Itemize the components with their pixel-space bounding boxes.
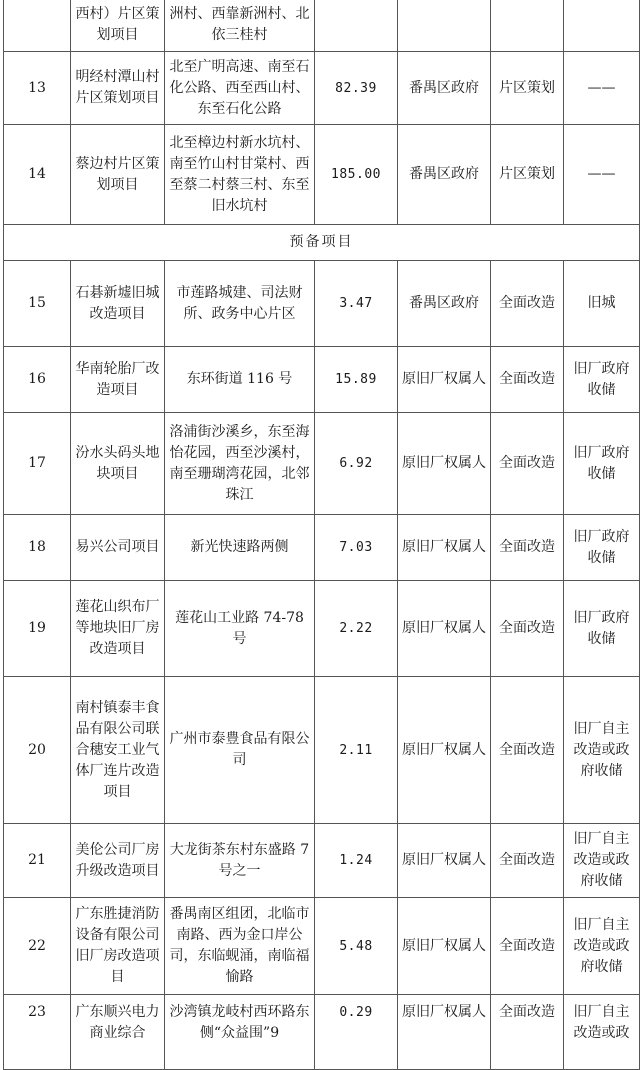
row-number: 22 [4, 898, 71, 995]
implementation-subject: 原旧厂权属人 [398, 347, 491, 413]
project-area: 1.24 [315, 824, 398, 898]
row-number: 14 [4, 125, 71, 225]
remark: 旧厂政府收储 [564, 413, 640, 515]
remark: 旧城 [564, 261, 640, 347]
table-row [4, 824, 640, 898]
remark: 旧厂自主改造或政府收储 [564, 677, 640, 824]
project-location: 莲花山工业路 74-78 号 [165, 581, 315, 677]
row-number: 18 [4, 515, 71, 581]
row-number: 17 [4, 413, 71, 515]
renovation-mode: 全面改造 [491, 261, 564, 347]
remark: —— [564, 125, 640, 225]
renovation-mode: 全面改造 [491, 898, 564, 995]
project-area: 185.00 [315, 125, 398, 225]
project-area: 3.47 [315, 261, 398, 347]
project-name: 广东胜捷消防设备有限公司旧厂房改造项目 [71, 898, 165, 995]
project-name: 莲花山织布厂等地块旧厂房改造项目 [71, 581, 165, 677]
project-name: 石碁新墟旧城改造项目 [71, 261, 165, 347]
table-row [4, 0, 640, 52]
remark: 旧厂政府收储 [564, 581, 640, 677]
project-location: 广州市泰豊食品有限公司 [165, 677, 315, 824]
row-number: 15 [4, 261, 71, 347]
project-area: 7.03 [315, 515, 398, 581]
implementation-subject: 原旧厂权属人 [398, 515, 491, 581]
renovation-mode: 全面改造 [491, 581, 564, 677]
project-location: 北至樟边村新水坑村、南至竹山村甘棠村、西至蔡二村蔡三村、东至旧水坑村 [165, 125, 315, 225]
table-row [4, 898, 640, 995]
remark [564, 0, 640, 52]
table-row [4, 52, 640, 125]
project-name: 华南轮胎厂改造项目 [71, 347, 165, 413]
renovation-mode: 全面改造 [491, 995, 564, 1070]
project-table [3, 0, 640, 1070]
table-row [4, 347, 640, 413]
project-area: 2.11 [315, 677, 398, 824]
table-row [4, 413, 640, 515]
table-row [4, 261, 640, 347]
project-location: 市莲路城建、司法财所、政务中心片区 [165, 261, 315, 347]
renovation-mode: 全面改造 [491, 824, 564, 898]
implementation-subject: 番禺区政府 [398, 125, 491, 225]
row-number: 23 [4, 995, 71, 1070]
project-location: 番禺南区组团，北临市南路、西为金口岸公司，东临蚬涌，南临福愉路 [165, 898, 315, 995]
project-name: 南村镇泰丰食品有限公司联合穗安工业气体厂连片改造项目 [71, 677, 165, 824]
remark: 旧厂自主改造或政府收储 [564, 824, 640, 898]
project-name: 广东顺兴电力商业综合 [71, 995, 165, 1070]
section-row [4, 225, 640, 261]
renovation-mode: 全面改造 [491, 515, 564, 581]
project-location: 大龙街茶东村东盛路 7 号之一 [165, 824, 315, 898]
row-number: 21 [4, 824, 71, 898]
renovation-mode: 全面改造 [491, 413, 564, 515]
renovation-mode: 全面改造 [491, 677, 564, 824]
implementation-subject: 原旧厂权属人 [398, 581, 491, 677]
project-name: 明经村潭山村片区策划项目 [71, 52, 165, 125]
renovation-mode: 片区策划 [491, 52, 564, 125]
project-location: 东环街道 116 号 [165, 347, 315, 413]
table-row [4, 581, 640, 677]
implementation-subject: 原旧厂权属人 [398, 898, 491, 995]
project-area: 6.92 [315, 413, 398, 515]
renovation-mode: 全面改造 [491, 347, 564, 413]
remark: 旧厂政府收储 [564, 347, 640, 413]
project-location: 北至广明高速、南至石化公路、西至西山村、东至石化公路 [165, 52, 315, 125]
remark: 旧厂政府收储 [564, 515, 640, 581]
remark: 旧厂自主改造或政府收储 [564, 898, 640, 995]
project-area: 2.22 [315, 581, 398, 677]
project-name: 蔡边村片区策划项目 [71, 125, 165, 225]
row-number [4, 0, 71, 52]
project-location: 洲村、西靠新洲村、北依三桂村 [165, 0, 315, 52]
row-number: 16 [4, 347, 71, 413]
project-area [315, 0, 398, 52]
project-name: 美伦公司厂房升级改造项目 [71, 824, 165, 898]
table-row [4, 515, 640, 581]
implementation-subject: 番禺区政府 [398, 52, 491, 125]
row-number: 20 [4, 677, 71, 824]
project-area: 15.89 [315, 347, 398, 413]
remark: —— [564, 52, 640, 125]
project-location: 洛浦街沙溪乡，东至海怡花园，西至沙溪村，南至珊瑚湾花园，北邻珠江 [165, 413, 315, 515]
row-number: 13 [4, 52, 71, 125]
implementation-subject: 原旧厂权属人 [398, 995, 491, 1070]
project-name: 易兴公司项目 [71, 515, 165, 581]
implementation-subject: 原旧厂权属人 [398, 413, 491, 515]
implementation-subject: 原旧厂权属人 [398, 824, 491, 898]
implementation-subject [398, 0, 491, 52]
project-name: 汾水头码头地块项目 [71, 413, 165, 515]
project-area: 82.39 [315, 52, 398, 125]
project-area: 5.48 [315, 898, 398, 995]
project-location: 沙湾镇龙岐村西环路东侧“众益围”9 [165, 995, 315, 1070]
project-location: 新光快速路两侧 [165, 515, 315, 581]
table-row [4, 125, 640, 225]
implementation-subject: 番禺区政府 [398, 261, 491, 347]
section-heading: 预备项目 [4, 225, 640, 261]
remark: 旧厂自主改造或政 [564, 995, 640, 1070]
project-name: 西村）片区策划项目 [71, 0, 165, 52]
row-number: 19 [4, 581, 71, 677]
renovation-mode [491, 0, 564, 52]
implementation-subject: 原旧厂权属人 [398, 677, 491, 824]
project-area: 0.29 [315, 995, 398, 1070]
table-row [4, 995, 640, 1070]
renovation-mode: 片区策划 [491, 125, 564, 225]
table-row [4, 677, 640, 824]
